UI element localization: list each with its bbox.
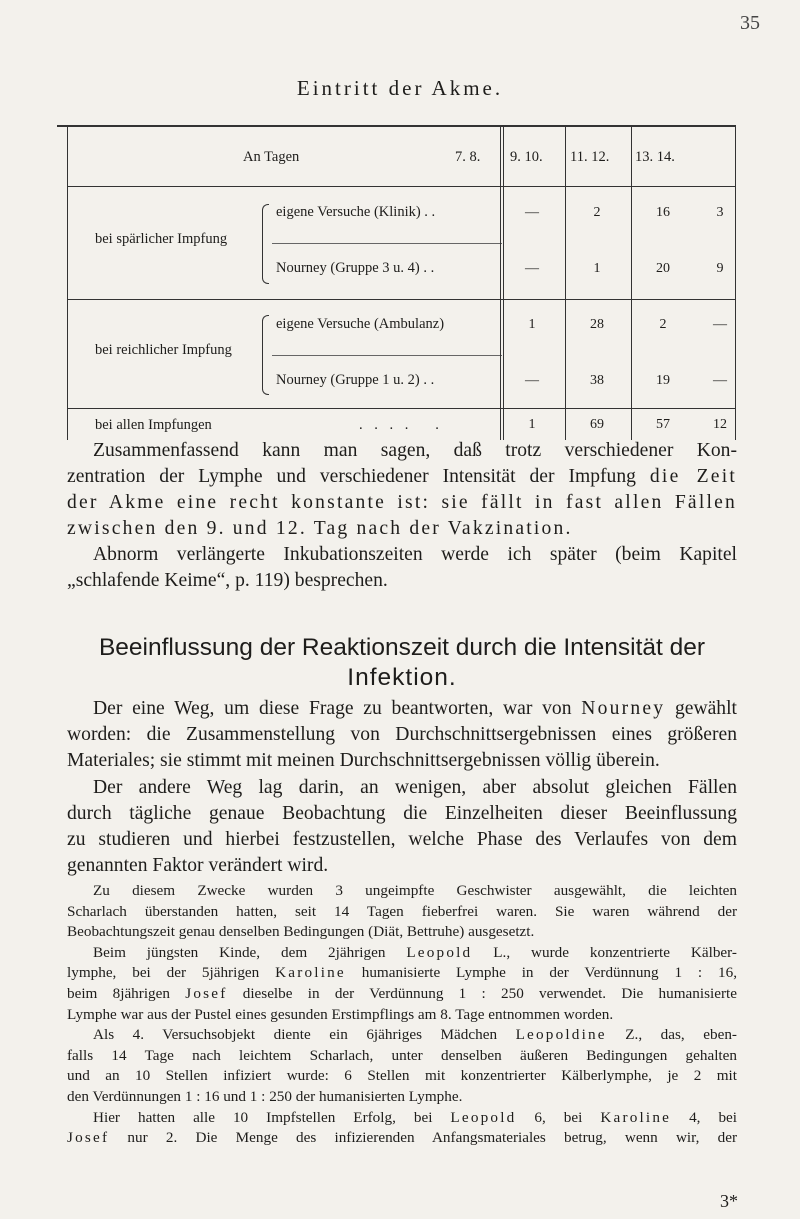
text-run: L., wurde konzentrierte Kälber-	[472, 943, 737, 961]
text-line	[67, 1108, 737, 1129]
column-rule	[565, 125, 566, 440]
total-leader-dots: . . . . .	[359, 417, 443, 433]
text-line: Materiales; sie stimmt mit meinen Durchschnittsergebnissen völlig überein.	[67, 750, 660, 771]
table-group-rule	[67, 299, 736, 300]
results-table	[67, 125, 736, 440]
text-run: 4, bei	[671, 1108, 737, 1126]
table-top-rule	[57, 125, 736, 127]
row-label: Nourney (Gruppe 1 u. 2) . .	[276, 372, 435, 388]
text-line: Scharlach überstanden hatten, seit 14 Tagen fieberfrei waren. Sie waren während der	[67, 902, 737, 920]
heading-line: Infektion.	[347, 664, 457, 691]
text-line	[67, 963, 737, 984]
person-name: Karoline	[600, 1108, 672, 1126]
row-label: eigene Versuche (Klinik) . .	[276, 204, 436, 220]
brace	[262, 315, 269, 395]
cell: 12	[713, 417, 727, 432]
text-line: falls 14 Tage nach leichtem Scharlach, unter denselben äußeren Bedingungen gehalten	[67, 1046, 737, 1064]
signature-mark: 3*	[720, 1191, 738, 1211]
column-rule	[500, 125, 501, 440]
cell: 2	[659, 317, 667, 332]
text-run: humanisierte Lymphe in der Verdünnung 1 : 16,	[345, 964, 738, 982]
text-line: worden: die Zusammenstellung von Durchschnittsergebnissen eines größeren	[67, 724, 737, 745]
text-line: Zu diesem Zwecke wurden 3 ungeimpfte Geschwister ausgewählt, die leichten	[93, 882, 737, 899]
group-label: bei spärlicher Impfung	[95, 231, 228, 247]
text-line: Lymphe war aus der Pustel eines gesunden Erstimpflings am 8. Tage entnommen worden.	[67, 1005, 614, 1023]
person-name: Josef	[185, 984, 228, 1002]
cell: 20	[656, 261, 670, 276]
cell: 9	[716, 261, 724, 276]
cell: 69	[590, 417, 604, 432]
paragraph-method-two	[67, 775, 737, 879]
heading-line: Beeinflussung der Reaktionszeit durch die Intensität der	[98, 634, 706, 661]
row-separator	[272, 355, 502, 356]
person-name: Leopoldine	[515, 1026, 607, 1044]
text-run: lymphe, bei der 5jährigen	[67, 964, 276, 982]
page-number: 35	[740, 12, 760, 34]
table-header-rule	[67, 186, 736, 187]
cell: 19	[656, 373, 670, 388]
cell: 3	[716, 205, 724, 220]
column-header: 13. 14.	[635, 149, 675, 165]
row-label: Nourney (Gruppe 3 u. 4) . .	[276, 260, 435, 276]
author-name: Nourney	[581, 698, 666, 719]
group-label: bei reichlicher Impfung	[95, 342, 232, 358]
text-line: Beobachtungszeit genau denselben Bedingungen (Diät, Bettruhe) ausgesetzt.	[67, 923, 535, 941]
column-rule	[631, 125, 632, 440]
text-line: und an 10 Stellen infiziert wurde: 6 Stellen mit konzentrierter Kälberlymphe, je 2 mit	[67, 1067, 737, 1085]
column-header: 11. 12.	[570, 149, 610, 165]
paragraph-incubation	[67, 542, 737, 594]
person-name: Leopold	[406, 943, 473, 961]
text-line: der Akme eine recht konstante ist: sie fällt in fast allen Fällen	[67, 492, 737, 513]
cell: 1	[593, 261, 601, 276]
text-run: beim 8jährigen	[67, 984, 186, 1002]
text-run: 6, bei	[516, 1108, 601, 1126]
text-line: zu studieren und hierbei festzustellen, welche Phase des Verlaufes von dem	[67, 829, 737, 850]
table-left-rule	[67, 125, 68, 440]
cell: —	[525, 261, 539, 276]
text-run: nur 2. Die Menge des infizierenden Anfangsmateriales betrug, wenn wir, der	[109, 1129, 737, 1147]
text-line: durch tägliche genaue Beobachtung die Einzelheiten dieser Beeinflussung	[67, 803, 737, 824]
person-name: Karoline	[275, 964, 346, 982]
cell: 57	[656, 417, 670, 432]
text-line: „schlafende Keime“, p. 119) besprechen.	[67, 570, 388, 591]
section-heading	[67, 633, 737, 693]
text-run: gewählt	[665, 698, 737, 719]
paragraph-summary	[67, 438, 737, 542]
text-line: Der andere Weg lag darin, an wenigen, aber absolut gleichen Fällen	[93, 777, 737, 798]
emphasis: die Zeit	[649, 466, 737, 487]
text-run: Z., das, eben-	[606, 1026, 737, 1044]
experiment-description	[67, 881, 737, 1149]
text-line	[67, 1025, 737, 1046]
cell: 38	[590, 373, 604, 388]
text-line	[67, 984, 737, 1005]
column-rule	[503, 125, 504, 440]
cell: —	[525, 205, 539, 220]
text-line: genannten Faktor verändert wird.	[67, 855, 329, 876]
cell: 2	[593, 205, 601, 220]
text-line	[67, 943, 737, 964]
cell: 16	[656, 205, 670, 220]
text-run: Beim jüngsten Kinde, dem 2jährigen	[93, 943, 407, 961]
person-name: Leopold	[450, 1108, 517, 1126]
header-label: An Tagen	[243, 149, 300, 165]
cell: 1	[528, 417, 536, 432]
text-line: Zusammenfassend kann man sagen, daß trotz verschiedener Kon-	[93, 440, 737, 461]
column-header: 7. 8.	[455, 149, 481, 165]
text-run: Als 4. Versuchsobjekt diente ein 6jähriges Mädchen	[93, 1026, 516, 1044]
table-right-rule	[735, 125, 736, 440]
text-run: Der eine Weg, um diese Frage zu beantworten, war von	[93, 698, 582, 719]
table-total-rule	[67, 408, 736, 409]
running-title: Eintritt der Akme.	[296, 76, 504, 100]
text-line	[67, 696, 737, 722]
brace	[262, 204, 269, 284]
text-run: dieselbe in der Verdünnung 1 : 250 verwendet. Die humanisierte	[227, 984, 737, 1002]
text-line: den Verdünnungen 1 : 16 und 1 : 250 der humanisierten Lymphe.	[67, 1087, 463, 1105]
cell: 28	[590, 317, 604, 332]
cell: —	[525, 373, 539, 388]
total-label: bei allen Impfungen	[95, 417, 212, 433]
text-line	[67, 1128, 737, 1149]
paragraph-method-one	[67, 696, 737, 774]
text-line	[67, 464, 737, 490]
text-run: Hier hatten alle 10 Impfstellen Erfolg, bei	[93, 1108, 451, 1126]
text-run: zentration der Lymphe und verschiedener Intensität der Impfung	[67, 466, 650, 487]
text-line: zwischen den 9. und 12. Tag nach der Vakzination.	[67, 518, 573, 539]
cell: —	[713, 373, 727, 388]
text-line: Abnorm verlängerte Inkubationszeiten werde ich später (beim Kapitel	[93, 544, 737, 565]
person-name: Josef	[67, 1129, 110, 1147]
cell: 1	[528, 317, 536, 332]
row-separator	[272, 243, 502, 244]
cell: —	[713, 317, 727, 332]
column-header: 9. 10.	[510, 149, 543, 165]
row-label: eigene Versuche (Ambulanz)	[276, 316, 445, 332]
